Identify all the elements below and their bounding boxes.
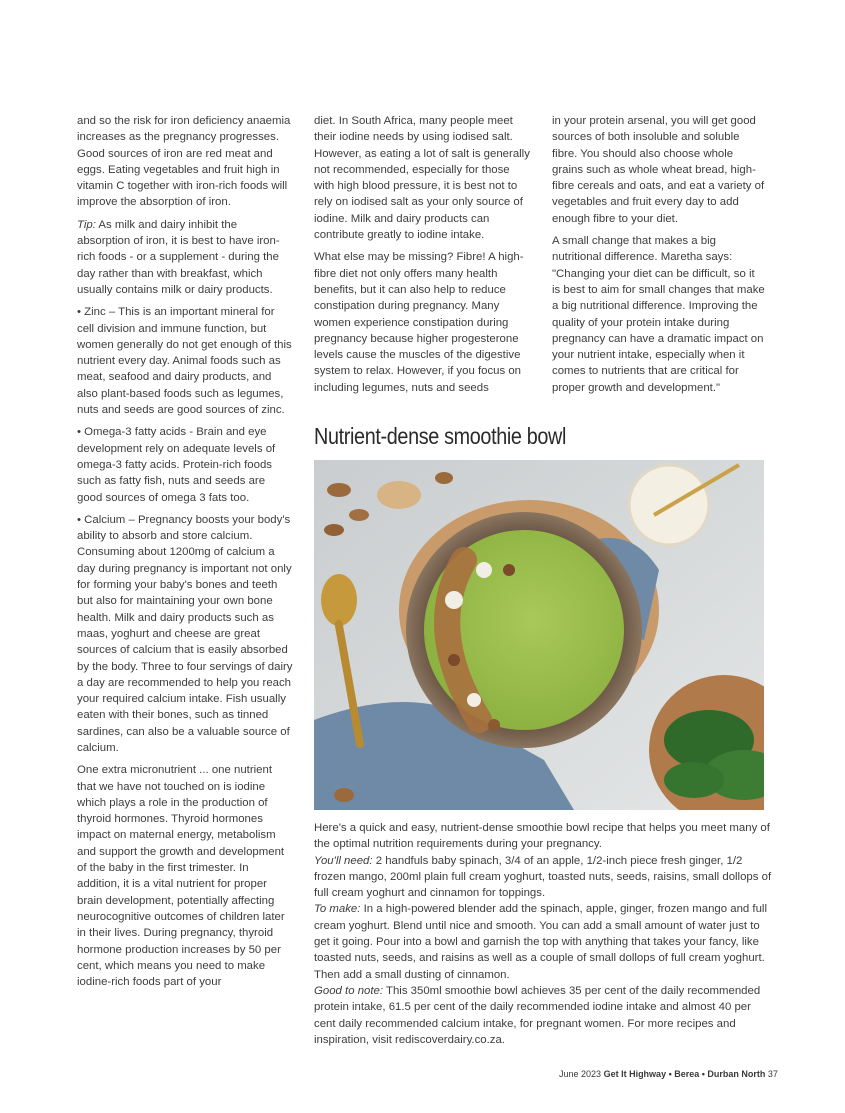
footer-publication: Get It Highway • Berea • Durban North (603, 1069, 766, 1079)
note-text: This 350ml smoothie bowl achieves 35 per cent of the daily recommended protein intake, 61.5 per cent of the daily recommended iodine intake and almost 40 per cent daily recommended calcium intake, for pregnant women. For more recipes and inspiration, visit rediscoverdairy.co.za. (314, 984, 761, 1046)
ingredients-text: 2 handfuls baby spinach, 3/4 of an apple, 1/2-inch piece fresh ginger, 1/2 frozen mango, 200ml plain full cream yoghurt, toasted nuts, seeds, raisins, small dollops of full cream yoghurt and cinnamon for toppings. (314, 854, 772, 900)
iodine-paragraph: One extra micronutrient ... one nutrient that we have not touched on is iodine which plays a role in the production of thyroid hormones. Thyroid hormones impact on maternal energy, metabolism and support the growth and development of the baby in the first trimester. In addition, it is a vital nutrient for proper brain development, potentially affecting neurocognitive outcomes of children later in their lives. During pregnancy, thyroid hormone production increases by 50 per cent, which means you need to make iodine-rich foods part of your (77, 764, 285, 989)
iodine-salt-paragraph: diet. In South Africa, many people meet their iodine needs by using iodised salt. However, as eating a lot of salt is generally not recommended, especially for those with high blood pressure, it is best not to rely on iodised salt as your only source of iodine. Milk and dairy products can contribute greatly to iodine intake. (314, 115, 530, 242)
zinc-paragraph: • Zinc – This is an important mineral for cell division and immune function, but women generally do not get enough of this nutrient every day. Animal foods such as meat, seafood and dairy products, and also plant-based foods such as legumes, nuts and seeds are good sources of zinc. (77, 306, 292, 417)
recipe-heading: Nutrient-dense smoothie bowl (314, 423, 567, 449)
tip-text: As milk and dairy inhibit the absorption of iron, it is best to have iron-rich foods - or a supplement - during the day rather than with breakfast, which usually contains milk or dairy products. (77, 218, 280, 296)
tip-paragraph (77, 217, 293, 298)
fibre-sources-paragraph: in your protein arsenal, you will get good sources of both insoluble and soluble fibre. You should also choose whole grains such as whole wheat bread, high-fibre cereals and oats, and eat a variety of vegetables and fruit every day to add enough fibre to your diet. (552, 115, 765, 225)
fibre-paragraph: What else may be missing? Fibre! A high-fibre diet not only offers many health benefits, but it can also help to reduce constipation during pregnancy. Many women experience constipation during pregnancy because higher progesterone levels cause the muscles of the digestive system to relax. However, if you focus on including legumes, nuts and seeds (314, 251, 524, 394)
article-column-2 (314, 113, 532, 402)
omega-paragraph: • Omega-3 fatty acids - Brain and eye development rely on adequate levels of omega-3 fatty acids. Protein-rich foods such as fatty fish, nuts and seeds are good sources of omega 3 fats too. (77, 426, 276, 504)
recipe-note (314, 983, 774, 1048)
quote-paragraph: A small change that makes a big nutritional difference. Maretha says: "Changing your diet can be difficult, so it is best to aim for small changes that make a big nutritional difference. Improving the quality of your protein intake during pregnancy can have a dramatic impact on your nutrient intake, especially when it comes to nutrients that are critical for proper growth and development." (552, 235, 765, 394)
recipe-intro: Here's a quick and easy, nutrient-dense smoothie bowl recipe that helps you meet many of the optimal nutrition requirements during your pregnancy. (314, 822, 770, 851)
smoothie-bowl-photo (314, 460, 764, 810)
article-column-1 (77, 113, 293, 996)
recipe-method (314, 901, 774, 982)
page-number: 37 (767, 1069, 778, 1079)
page-footer (559, 1069, 778, 1079)
method-text: In a high-powered blender add the spinach, apple, ginger, frozen mango and full cream yoghurt. Blend until nice and smooth. You can add a small amount of water just to get it going. Pour into a bowl and garnish the top with anything that takes your fancy, like toasted nuts, seeds, and raisins as well as a couple of small dollops of full cream yoghurt. Then add a small dusting of cinnamon. (314, 903, 767, 981)
note-label: Good to note: (314, 984, 384, 997)
calcium-paragraph: • Calcium – Pregnancy boosts your body's ability to absorb and store calcium. Consuming about 1200mg of calcium a day during pregnancy is important not only for forming your baby's bones and teeth but also for maintaining your own bone health. Milk and dairy products such as maas, yoghurt and cheese are great sources of calcium that is easily absorbed by the body. Three to four servings of dairy a day are recommended to help you reach your required calcium intake. Fish usually eaten with their bones, such as tinned sardines, can also be a valuable source of calcium. (77, 513, 293, 754)
recipe-ingredients (314, 853, 774, 902)
ingredients-label: You'll need: (314, 854, 373, 867)
iron-paragraph: and so the risk for iron deficiency anaemia increases as the pregnancy progresses. Good sources of iron are red meat and eggs. Eating vegetables and fruit high in vitamin C together with iron-rich foods will improve the absorption of iron. (77, 115, 291, 209)
method-label: To make: (314, 903, 361, 916)
article-column-3 (552, 113, 766, 402)
recipe-text (314, 820, 774, 1048)
tip-label: Tip: (77, 218, 96, 231)
footer-date: June 2023 (559, 1069, 602, 1079)
